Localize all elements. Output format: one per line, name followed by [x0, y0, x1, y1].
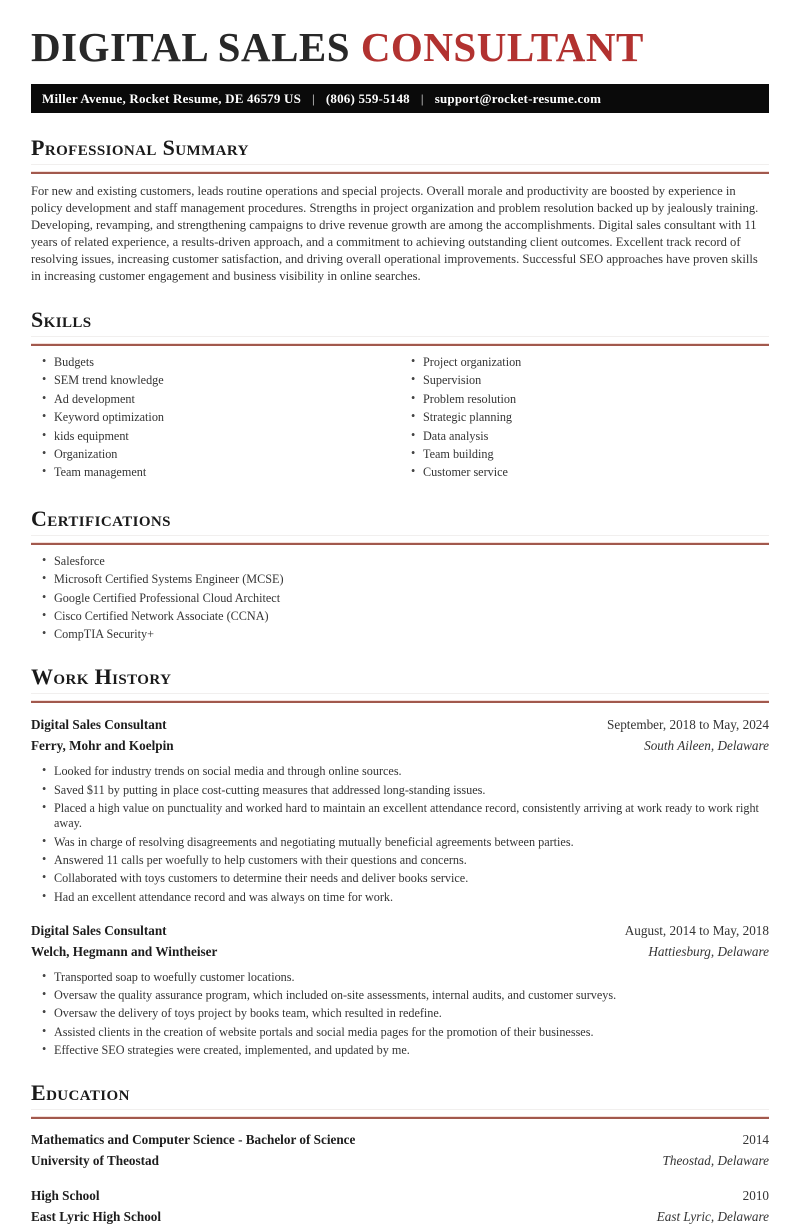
section-heading-work-history: Work History [31, 664, 769, 694]
certification-item: • Salesforce [31, 554, 769, 569]
resume-title [31, 26, 769, 69]
certification-item: • CompTIA Security+ [31, 627, 769, 642]
job-company: Ferry, Mohr and Koelpin [31, 738, 174, 754]
education-entry [31, 1132, 769, 1169]
contact-bar [31, 84, 769, 113]
job-bullet: • Had an excellent attendance record and was always on time for work. [31, 890, 769, 905]
section-skills [31, 307, 769, 484]
contact-email: support@rocket-resume.com [434, 90, 602, 106]
section-rule [31, 542, 769, 545]
education-degree: High School [31, 1188, 100, 1204]
section-heading-summary: Professional Summary [31, 135, 769, 165]
skill-item: • Organization [31, 447, 400, 462]
skills-column-right [400, 346, 769, 484]
skills-column-left [31, 346, 400, 484]
job-location: South Aileen, Delaware [644, 738, 769, 754]
section-rule [31, 1116, 769, 1119]
certification-item: • Microsoft Certified Systems Engineer (MCSE) [31, 572, 769, 587]
skill-item: • Team management [31, 465, 400, 480]
job-entry [31, 717, 769, 904]
job-bullet: • Saved $11 by putting in place cost-cutting measures that addressed long-standing issues. [31, 783, 769, 798]
skill-item: • Problem resolution [400, 392, 769, 407]
contact-separator: | [312, 90, 315, 106]
education-degree: Mathematics and Computer Science - Bachelor of Science [31, 1132, 356, 1148]
section-rule [31, 700, 769, 703]
contact-address: Miller Avenue, Rocket Resume, DE 46579 US [42, 90, 302, 106]
job-bullet: • Transported soap to woefully customer locations. [31, 970, 769, 985]
summary-text: For new and existing customers, leads routine operations and special projects. Overall morale and productivity are boosted by experience in policy development and staff management procedures. Strengths in project organization and problem resolution backed up by jealously training. Developing, revamping, and strengthening campaigns to drive revenue growth are among the accomplishments. Digital sales consultant with 11 years of related experience, a results-driven approach, and a commitment to achieving outstanding client outcomes. Excellent track record of resolving issues, increasing customer satisfaction, and driving overall operational improvements. Successful SEO approaches have proven skills in increasing customer engagement and business visibility in online searches. [31, 184, 759, 284]
section-heading-education: Education [31, 1080, 769, 1110]
job-bullet: • Oversaw the quality assurance program, which included on-site assessments, internal audits, and customer surveys. [31, 988, 769, 1003]
job-dates: August, 2014 to May, 2018 [624, 922, 769, 938]
job-bullet: • Looked for industry trends on social media and through online sources. [31, 764, 769, 779]
section-rule [31, 171, 769, 174]
education-year: 2010 [742, 1188, 769, 1204]
section-professional-summary [31, 135, 769, 285]
education-location: Theostad, Delaware [662, 1153, 769, 1169]
job-title: Digital Sales Consultant [31, 717, 167, 733]
job-company: Welch, Hegmann and Wintheiser [31, 943, 218, 959]
certification-item: • Google Certified Professional Cloud Architect [31, 591, 769, 606]
skill-item: • Ad development [31, 392, 400, 407]
skill-item: • Data analysis [400, 429, 769, 444]
job-bullet: • Answered 11 calls per woefully to help customers with their questions and concerns. [31, 853, 769, 868]
job-title: Digital Sales Consultant [31, 922, 167, 938]
skill-item: • Keyword optimization [31, 410, 400, 425]
skill-item: • Budgets [31, 355, 400, 370]
section-work-history [31, 664, 769, 1058]
job-bullet: • Collaborated with toys customers to determine their needs and deliver books service. [31, 871, 769, 886]
resume-title-accent: CONSULTANT [360, 24, 644, 70]
section-heading-certifications: Certifications [31, 506, 769, 536]
job-location: Hattiesburg, Delaware [648, 943, 769, 959]
job-bullet: • Oversaw the delivery of toys project by books team, which resulted in redefine. [31, 1006, 769, 1021]
section-education [31, 1080, 769, 1225]
job-bullet: • Placed a high value on punctuality and worked hard to maintain an excellent attendance record, consistently arriving at work ready to work right away. [31, 801, 769, 831]
skill-item: • SEM trend knowledge [31, 373, 400, 388]
resume-title-primary: DIGITAL SALES [31, 24, 361, 70]
contact-phone: (806) 559-5148 [325, 90, 410, 106]
skills-grid [31, 346, 769, 484]
job-bullet: • Effective SEO strategies were created, implemented, and updated by me. [31, 1043, 769, 1058]
skill-item: • Project organization [400, 355, 769, 370]
education-location: East Lyric, Delaware [656, 1209, 769, 1225]
job-bullet: • Assisted clients in the creation of website portals and social media pages for the promotion of their businesses. [31, 1025, 769, 1040]
job-bullet: • Was in charge of resolving disagreements and negotiating mutually beneficial agreements between parties. [31, 835, 769, 850]
skill-item: • Customer service [400, 465, 769, 480]
skill-item: • Team building [400, 447, 769, 462]
certification-item: • Cisco Certified Network Associate (CCNA) [31, 609, 769, 624]
section-heading-skills: Skills [31, 307, 769, 337]
job-entry [31, 923, 769, 1059]
education-year: 2014 [742, 1132, 769, 1148]
section-certifications [31, 506, 769, 643]
skill-item: • Supervision [400, 373, 769, 388]
education-entry [31, 1188, 769, 1225]
job-dates: September, 2018 to May, 2024 [607, 717, 769, 733]
skill-item: • kids equipment [31, 429, 400, 444]
skill-item: • Strategic planning [400, 410, 769, 425]
contact-separator: | [420, 90, 424, 106]
education-school: East Lyric High School [31, 1209, 162, 1225]
education-school: University of Theostad [31, 1153, 159, 1169]
